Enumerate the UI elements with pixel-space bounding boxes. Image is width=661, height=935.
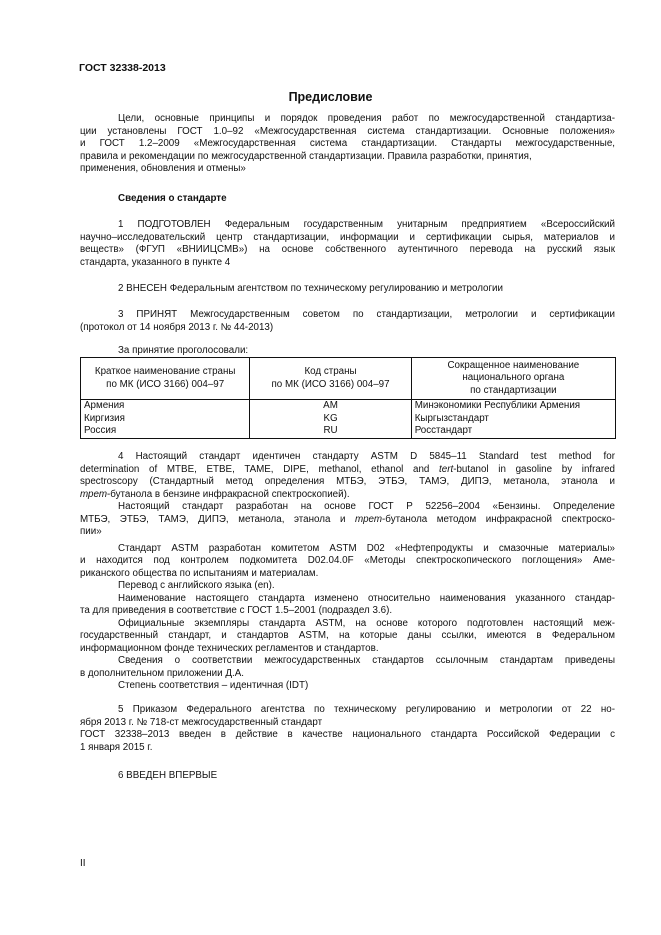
text-line: и ГОСТ 1.2–2009 «Межгосударственная система стандартизации. Стандарты межгосударственные, <box>80 138 615 149</box>
text-line: применения, обновления и отмены» <box>80 163 246 174</box>
text-line: Наименование настоящего стандарта изменено относительно наименования указанного стандар- <box>118 592 615 604</box>
header-line: Код страны <box>304 366 357 377</box>
section-heading: Сведения о стандарте <box>118 193 227 204</box>
text-line: ГОСТ 32338–2013 введен в действие в качестве национального стандарта Российской Федерации с <box>80 729 615 740</box>
header-line: по МК (ИСО 3166) 004–97 <box>271 378 390 390</box>
text-line: spectroscopy (Стандартный метод определения МТБЭ, ЭТБЭ, ТАМЭ, ДИПЭ, метанола, этанола и <box>80 476 615 487</box>
table-row <box>81 400 616 413</box>
item-5-paragraph <box>80 704 615 754</box>
cell-country: Россия <box>81 425 250 438</box>
text-line <box>80 489 615 502</box>
text-line: стандарта, указанного в пункте 4 <box>80 256 231 268</box>
text-line: Настоящий стандарт разработан на основе ГОСТ Р 52256–2004 «Бензины. Определение <box>118 501 615 512</box>
item-4-paragraph <box>80 451 615 693</box>
cell-body: Росстандарт <box>411 425 615 438</box>
table-header-row <box>81 358 616 400</box>
cell-country: Киргизия <box>81 413 250 426</box>
text-line: риканского общества по испытаниям и материалам. <box>80 567 319 579</box>
voting-table <box>80 357 616 439</box>
page-title: Предисловие <box>288 90 373 104</box>
text-line: Официальные экземпляры стандарта ASTM, на основе которого подготовлен настоящий меж- <box>118 617 615 629</box>
text-line: в дополнительном приложении Д.А. <box>80 667 244 679</box>
item-1-paragraph <box>80 219 615 269</box>
cell-code: KG <box>250 413 411 426</box>
header-line: Сокращенное наименование <box>447 359 580 371</box>
intro-paragraph <box>80 113 615 176</box>
text-line: веществ» (ФГУП «ВНИИЦСМВ») на основе собственного аутентичного перевода на русский язык <box>80 244 615 255</box>
header-line: по МК (ИСО 3166) 004–97 <box>106 378 225 390</box>
cell-body: Кыргызстандарт <box>411 413 615 426</box>
text-line: 6 ВВЕДЕН ВПЕРВЫЕ <box>118 770 218 781</box>
text-line: Стандарт ASTM разработан комитетом ASTM D02 «Нефтепродукты и смазочные материалы» <box>118 542 615 554</box>
vote-caption: За принятие проголосовали: <box>118 345 249 356</box>
text-fragment: -butanol in gasoline by infrared <box>453 463 615 475</box>
text-line: 3 ПРИНЯТ Межгосударственным советом по стандартизации, метрологии и сертификации <box>118 309 615 320</box>
italic-term: tert <box>439 463 454 475</box>
document-id: ГОСТ 32338-2013 <box>79 62 166 74</box>
text-line: та для приведения в соответствие с ГОСТ 1.5–2001 (подраздел 3.6). <box>80 605 393 616</box>
text-line: научно–исследовательский центр стандартизации, информации и сертификации сырья, материалов и <box>80 231 615 243</box>
text-line: информационном фонде технических регламентов и стандартов. <box>80 642 379 654</box>
text-line: 1 января 2015 г. <box>80 741 153 753</box>
text-line: ября 2013 г. № 718-ст межгосударственный стандарт <box>80 716 323 728</box>
text-fragment: -бутанола методом инфракрасной спектроско- <box>382 513 616 525</box>
cell-code: RU <box>250 425 411 438</box>
text-fragment: determination of MTBE, ETBE, TAME, DIPE, methanol, ethanol and <box>80 463 440 475</box>
text-line: ции установлены ГОСТ 1.0–92 «Межгосударственная система стандартизации. Основные положения» <box>80 125 615 137</box>
text-line: Сведения о соответствии межгосударственных стандартов ссылочным стандартам приведены <box>118 655 615 666</box>
text-line: (протокол от 14 ноября 2013 г. № 44-2013) <box>80 321 274 333</box>
table-row <box>81 413 616 426</box>
text-line: 5 Приказом Федерального агентства по техническому регулированию и метрологии от 22 но- <box>118 704 615 715</box>
text-fragment: МТБЭ, ЭТБЭ, ТАМЭ, ДИПЭ, метанола, этанола и <box>80 513 356 525</box>
italic-term: трет <box>355 513 383 525</box>
text-line: Цели, основные принципы и порядок проведения работ по межгосударственной стандартиза- <box>118 113 615 124</box>
text-line <box>80 514 615 527</box>
header-line: национального органа <box>462 372 565 384</box>
header-line: по стандартизации <box>470 384 557 396</box>
header-line: Краткое наименование страны <box>94 366 236 377</box>
text-line: пии» <box>80 526 102 537</box>
cell-code: AM <box>250 400 411 413</box>
text-line: и находится под контролем подкомитета D02.04.0F «Методы спектроскопического поглощения» Аме- <box>80 555 615 566</box>
item-6-paragraph <box>80 770 615 783</box>
text-line: 4 Настоящий стандарт идентичен стандарту ASTM D 5845–11 Standard test method for <box>118 451 615 462</box>
item-2-paragraph <box>80 283 615 296</box>
column-header-country <box>81 358 250 400</box>
table-row <box>81 425 616 438</box>
text-line: Перевод с английского языка (en). <box>118 580 275 591</box>
cell-body: Минэкономики Республики Армения <box>411 400 615 413</box>
text-line: 1 ПОДГОТОВЛЕН Федеральным государственным унитарным предприятием «Всероссийский <box>118 219 615 230</box>
text-line: Степень соответствия – идентичная (IDT) <box>118 680 309 691</box>
text-fragment: -бутанола в бензине инфракрасной спектроскопией). <box>107 488 350 500</box>
page-number: II <box>80 858 86 869</box>
column-header-body <box>411 358 615 400</box>
text-line: правила и рекомендации по межгосударственной стандартизации. Правила разработки, принятия, <box>80 150 532 162</box>
text-line: 2 ВНЕСЕН Федеральным агентством по техническому регулированию и метрологии <box>118 283 504 294</box>
text-line <box>80 464 615 477</box>
text-line: государственный стандарт, и стандартов ASTM, на которые даны ссылки, имеются в Федеральном <box>80 630 615 641</box>
cell-country: Армения <box>81 400 250 413</box>
italic-term: трет <box>80 488 107 500</box>
column-header-code <box>250 358 411 400</box>
item-3-paragraph <box>80 309 615 334</box>
